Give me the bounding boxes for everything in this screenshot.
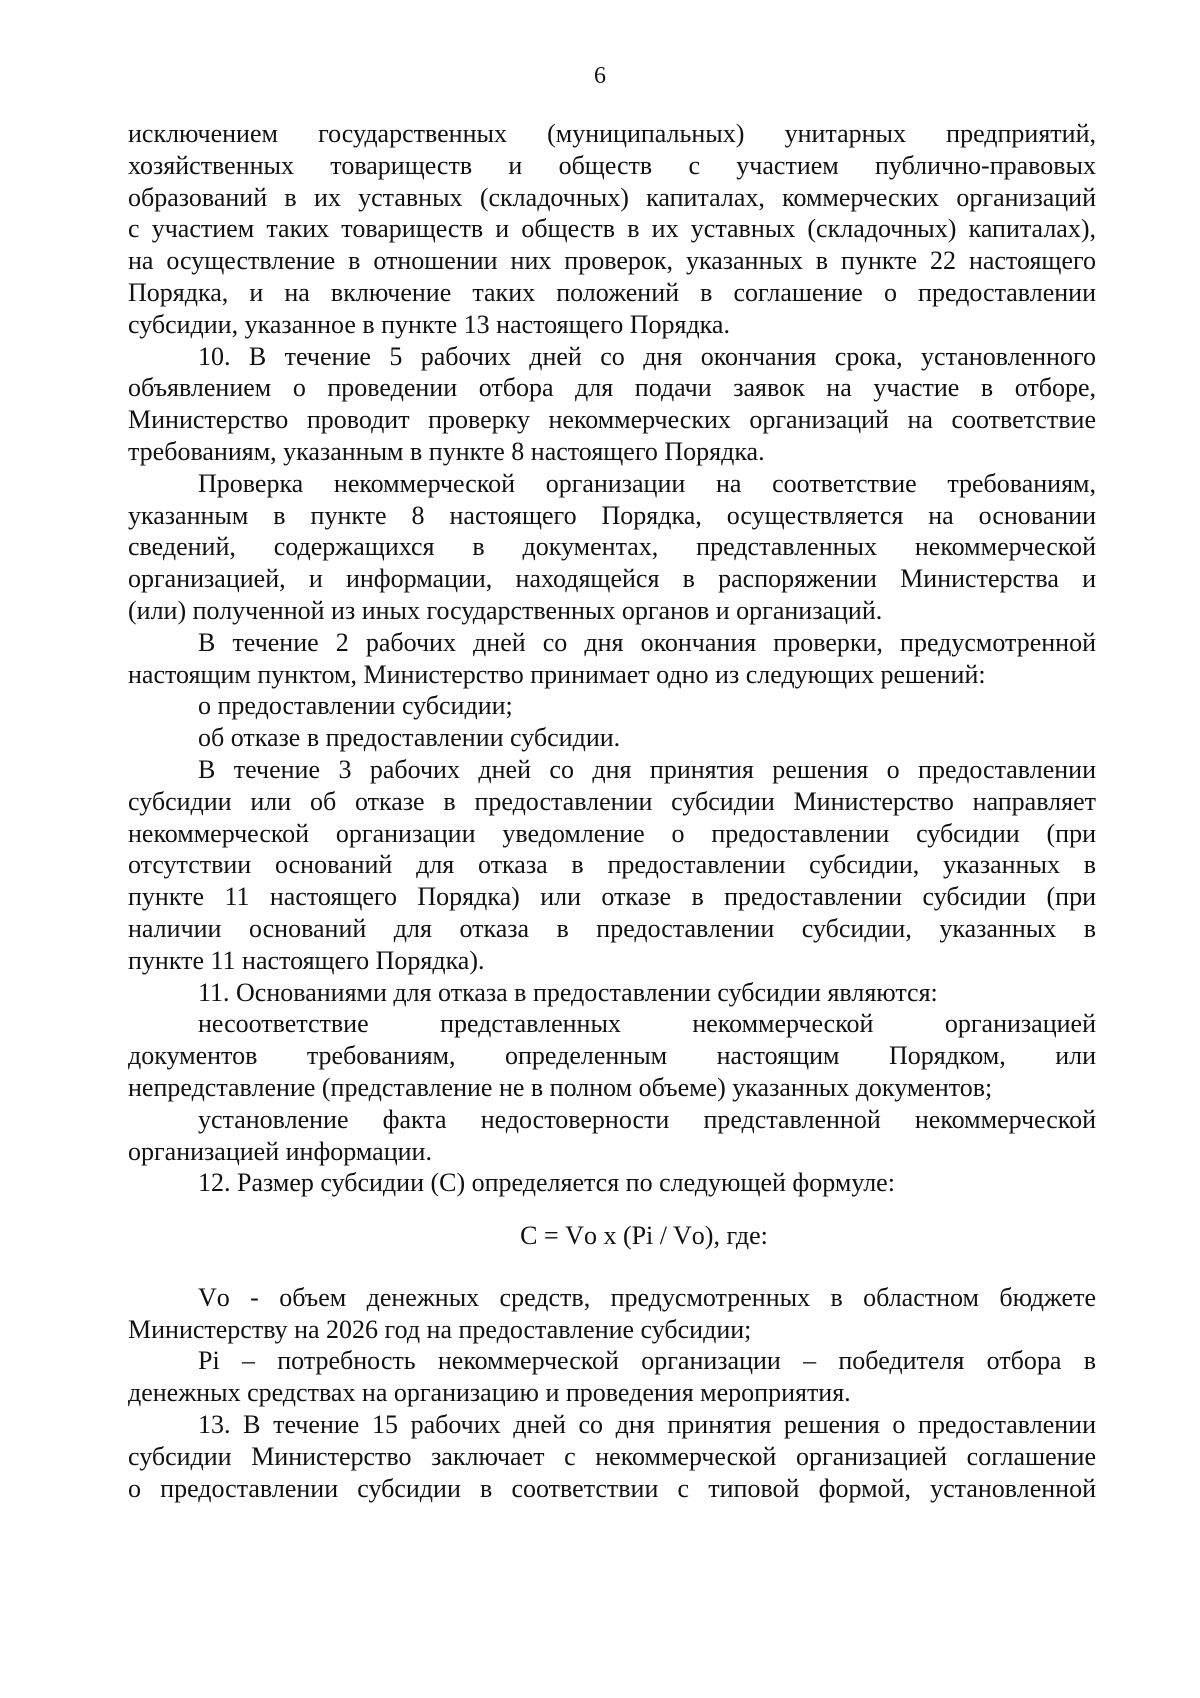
text-line: 13. В течение 15 рабочих дней со дня принятия решения о предоставлении [198,1410,1096,1440]
text-line: субсидии, указанное в пункте 13 настоящего Порядка. [128,309,730,339]
page-number: 6 [594,63,606,89]
text-line: В течение 3 рабочих дней со дня принятия решения о предоставлении [198,754,1096,784]
text-line: наличии оснований для отказа в предоставлении субсидии, указанных в [128,913,1096,943]
list-item: об отказе в предоставлении субсидии. [198,723,621,753]
text-line: указанным в пункте 8 настоящего Порядка, осуществляется на основании [128,500,1096,530]
text-line: организацией, и информации, находящейся в распоряжении Министерства и [128,564,1096,594]
text-line: Рi – потребность некоммерческой организации – победителя отбора в [198,1346,1096,1376]
text-line: установление факта недостоверности представленной некоммерческой [198,1104,1096,1134]
text-line: образований в их уставных (складочных) капиталах, коммерческих организаций [128,182,1096,212]
text-line: объявлением о проведении отбора для подачи заявок на участие в отборе, [128,373,1096,403]
text-line: Проверка некоммерческой организации на соответствие требованиям, [198,468,1096,498]
text-line: 12. Размер субсидии (С) определяется по следующей формуле: [198,1168,895,1198]
text-line: требованиям, указанным в пункте 8 настоящего Порядка. [128,436,765,466]
text-line: с участием таких товариществ и обществ в их уставных (складочных) капиталах), [128,214,1096,244]
text-line: Министерству на 2026 год на предоставление субсидии; [128,1314,752,1344]
text-line: исключением государственных (муниципальных) унитарных предприятий, [128,119,1096,148]
text-line: сведений, содержащихся в документах, представленных некоммерческой [128,532,1096,562]
text-line: несоответствие представленных некоммерческой организацией [198,1009,1096,1039]
text-line: 11. Основаниями для отказа в предоставлении субсидии являются: [198,977,938,1007]
text-line: (или) полученной из иных государственных органов и организаций. [128,595,883,625]
text-line: денежных средствах на организацию и проведения мероприятия. [128,1378,851,1408]
document-body [128,118,1096,1504]
text-line: субсидии или об отказе в предоставлении субсидии Министерство направляет [128,786,1096,816]
text-line: Порядка, и на включение таких положений в соглашение о предоставлении [128,277,1096,307]
text-line: некоммерческой организации уведомление о предоставлении субсидии (при [128,818,1096,848]
text-line: организацией информации. [128,1136,432,1166]
text-line: пункте 11 настоящего Порядка) или отказе в предоставлении субсидии (при [128,882,1096,912]
list-item: о предоставлении субсидии; [198,691,513,721]
text-line: документов требованиям, определенным настоящим Порядком, или [128,1041,1096,1071]
text-line: отсутствии оснований для отказа в предоставлении субсидии, указанных в [128,850,1096,880]
text-line: субсидии Министерство заключает с некоммерческой организацией соглашение [128,1441,1096,1471]
text-line: непредставление (представление не в полном объеме) указанных документов; [128,1072,993,1102]
text-line: Министерство проводит проверку некоммерческих организаций на соответствие [128,405,1096,435]
text-line: настоящим пунктом, Министерство принимает одно из следующих решений: [128,659,986,689]
text-line: 10. В течение 5 рабочих дней со дня окончания срока, установленного [198,341,1096,371]
text-line: на осуществление в отношении них проверок, указанных в пункте 22 настоящего [128,246,1096,276]
text-line: пункте 11 настоящего Порядка). [128,945,485,975]
subsidy-formula: С = Vо х (Рi / Vо), где: [520,1221,768,1251]
text-line: хозяйственных товариществ и обществ с участием публично-правовых [128,150,1096,180]
text-line: Vо - объем денежных средств, предусмотренных в областном бюджете [198,1282,1096,1312]
text-line: В течение 2 рабочих дней со дня окончания проверки, предусмотренной [198,627,1096,657]
text-line: о предоставлении субсидии в соответствии с типовой формой, установленной [128,1473,1096,1503]
